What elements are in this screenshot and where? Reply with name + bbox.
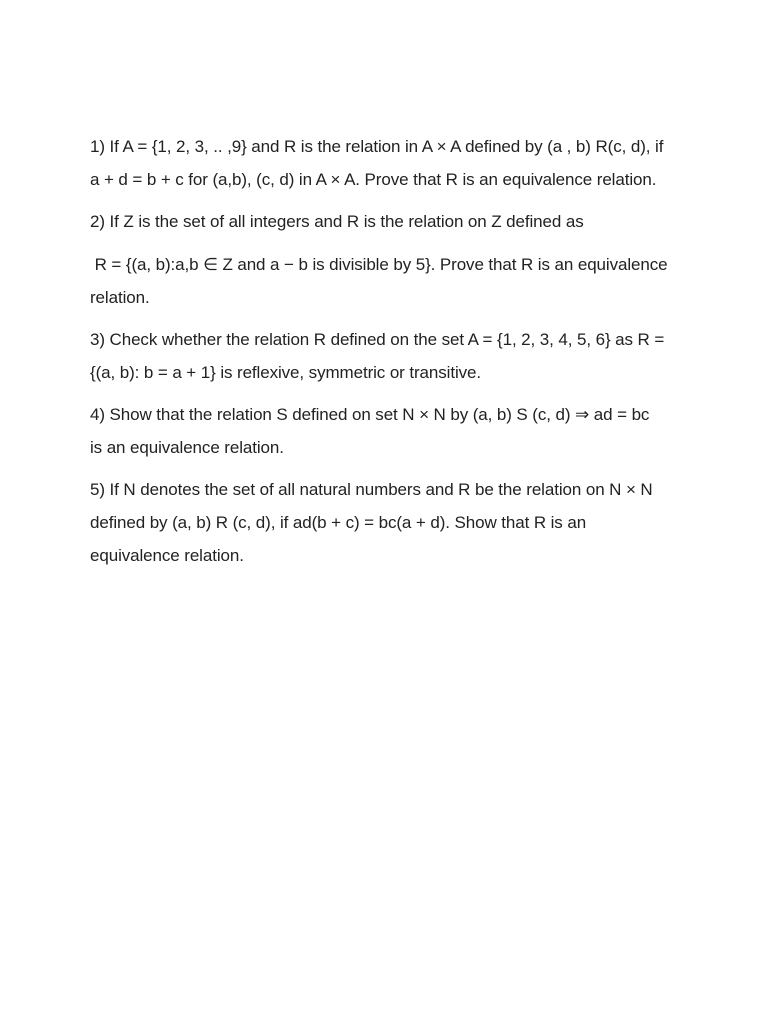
question-4-line-2: is an equivalence relation. xyxy=(90,438,284,457)
question-1 xyxy=(90,130,690,196)
question-4 xyxy=(90,398,690,464)
question-5-line-2: defined by (a, b) R (c, d), if ad(b + c) = bc(a + d). Show that R is an xyxy=(90,513,587,532)
question-1-line-2: a + d = b + c for (a,b), (c, d) in A × A. Prove that R is an equivalence relation. xyxy=(90,170,657,189)
question-3-line-1: 3) Check whether the relation R defined on the set A = {1, 2, 3, 4, 5, 6} as R = xyxy=(90,330,665,349)
question-2-line-1: 2) If Z is the set of all integers and R is the relation on Z defined as xyxy=(90,212,584,231)
question-5-line-3: equivalence relation. xyxy=(90,546,244,565)
questions-list xyxy=(90,130,690,581)
question-1-line-1: 1) If A = {1, 2, 3, .. ,9} and R is the relation in A × A defined by (a , b) R(c, d), if xyxy=(90,137,664,156)
question-5 xyxy=(90,473,690,572)
question-2-line-3: relation. xyxy=(90,288,150,307)
question-2-spacer xyxy=(90,238,690,248)
question-2 xyxy=(90,205,690,314)
question-5-line-1: 5) If N denotes the set of all natural numbers and R be the relation on N × N xyxy=(90,480,653,499)
question-3 xyxy=(90,323,690,389)
question-3-line-2: {(a, b): b = a + 1} is reflexive, symmetric or transitive. xyxy=(90,363,482,382)
question-2-line-2: R = {(a, b):a,b ∈ Z and a − b is divisible by 5}. Prove that R is an equivalence xyxy=(90,255,668,274)
question-4-line-1: 4) Show that the relation S defined on set N × N by (a, b) S (c, d) ⇒ ad = bc xyxy=(90,405,650,424)
